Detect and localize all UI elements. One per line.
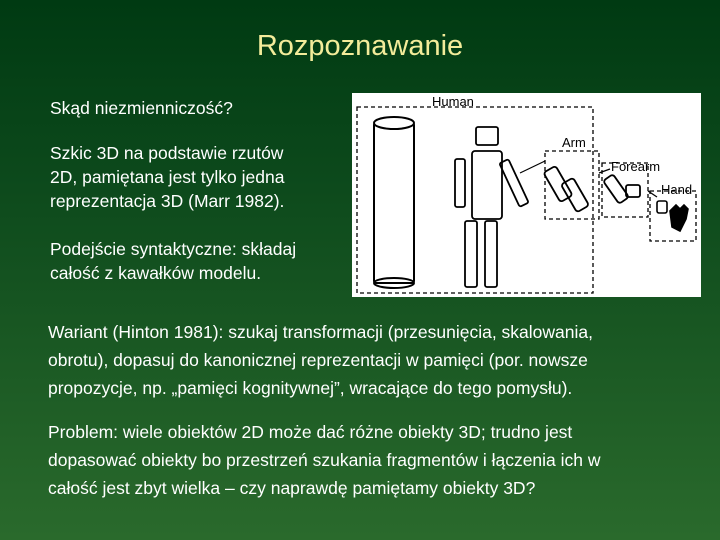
- text-line: Problem: wiele obiektów 2D może dać różne obiekty 3D; trudno jest: [48, 422, 573, 442]
- label-human: Human: [432, 94, 474, 109]
- slide-title: Rozpoznawanie: [256, 30, 464, 62]
- syntactic-approach-paragraph: [50, 237, 296, 285]
- text-line: Skąd niezmienniczość?: [50, 98, 233, 118]
- body-cylinder: [374, 117, 414, 288]
- arm-parts: [543, 166, 589, 213]
- hand-parts: [657, 201, 688, 231]
- label-hand: Hand: [661, 182, 693, 197]
- text-line: całość z kawałków modelu.: [50, 263, 262, 283]
- text-line: Wariant (Hinton 1981): szukaj transformacji (przesunięcia, skalowania,: [48, 322, 593, 342]
- human-parts-figure: [455, 127, 529, 287]
- text-line: propozycje, np. „pamięci kognitywnej”, wracające do tego pomysłu).: [48, 378, 573, 398]
- label-forearm: Forearm: [611, 159, 661, 174]
- hierarchy-diagram: [352, 93, 701, 297]
- text-line: 2D, pamiętana jest tylko jedna: [50, 167, 285, 187]
- marr-sketch-paragraph: [50, 141, 284, 213]
- text-line: reprezentacja 3D (Marr 1982).: [50, 191, 285, 211]
- text-line: Szkic 3D na podstawie rzutów: [50, 143, 284, 163]
- forearm-parts: [603, 174, 640, 204]
- hinton-variant-paragraph: [48, 318, 593, 402]
- text-line: dopasować obiekty bo przestrzeń szukania fragmentów i łączenia ich w: [48, 450, 601, 470]
- label-arm: Arm: [562, 135, 586, 150]
- question-text: [50, 96, 233, 120]
- text-line: całość jest zbyt wielka – czy naprawdę pamiętamy obiekty 3D?: [48, 478, 536, 498]
- marr-hierarchy-figure: [352, 93, 701, 297]
- problem-paragraph: [48, 418, 601, 502]
- text-line: obrotu), dopasuj do kanonicznej reprezentacji w pamięci (por. nowsze: [48, 350, 588, 370]
- text-line: Podejście syntaktyczne: składaj: [50, 239, 297, 259]
